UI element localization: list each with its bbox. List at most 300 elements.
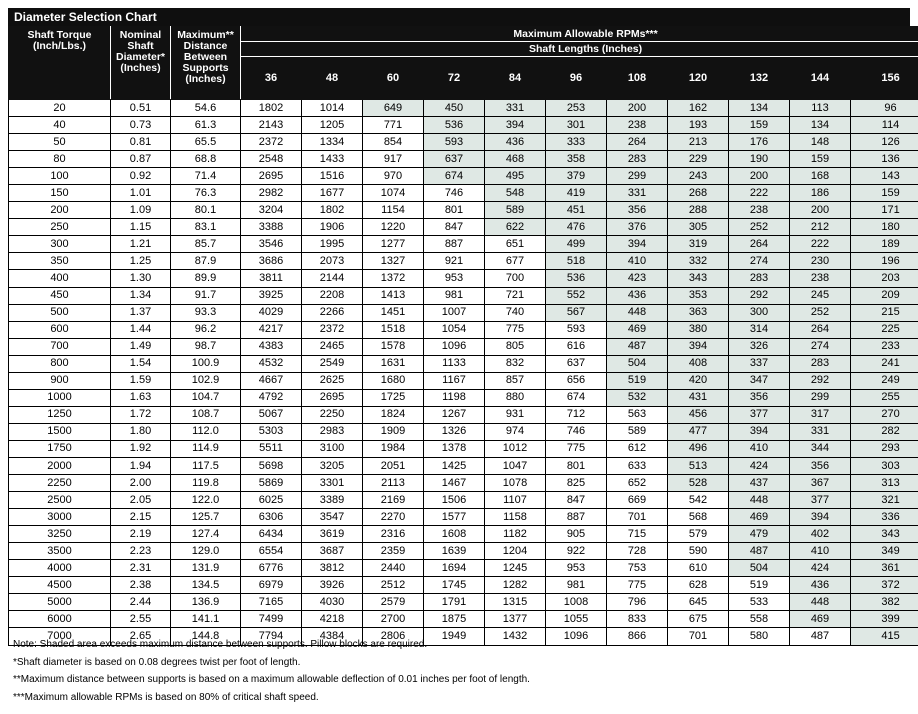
diameter-cell: 1.63 (111, 389, 171, 406)
diameter-cell: 2.55 (111, 611, 171, 628)
rpm-cell: 974 (485, 423, 546, 440)
diameter-cell: 1.94 (111, 457, 171, 474)
rpm-cell: 753 (607, 560, 668, 577)
rpm-cell: 775 (607, 577, 668, 594)
rpm-cell: 189 (851, 236, 918, 253)
rpm-cell: 1096 (546, 628, 607, 645)
diameter-cell: 0.81 (111, 134, 171, 151)
torque-cell: 400 (9, 270, 111, 287)
table-row (9, 168, 918, 185)
rpm-cell: 3686 (241, 253, 302, 270)
rpm-cell: 215 (851, 304, 918, 321)
rpm-cell: 1007 (424, 304, 485, 321)
rpm-cell: 616 (546, 338, 607, 355)
rpm-cell: 1984 (363, 440, 424, 457)
table-row (9, 270, 918, 287)
rpm-cell: 200 (790, 202, 851, 219)
diameter-cell: 2.31 (111, 560, 171, 577)
rpm-cell: 448 (790, 594, 851, 611)
torque-cell: 200 (9, 202, 111, 219)
shading-note: Note: Shaded area exceeds maximum distance between supports. Pillow blocks are required. (13, 639, 428, 650)
distance-cell: 83.1 (171, 219, 241, 236)
torque-cell: 3500 (9, 543, 111, 560)
rpm-cell: 436 (790, 577, 851, 594)
rpm-cell: 1133 (424, 355, 485, 372)
distance-cell: 85.7 (171, 236, 241, 253)
diameter-cell: 1.72 (111, 406, 171, 423)
rpm-cell: 1014 (302, 100, 363, 117)
rpm-cell: 746 (546, 423, 607, 440)
rpm-cell: 1182 (485, 526, 546, 543)
rpm-cell: 1518 (363, 321, 424, 338)
distance-footnote: **Maximum distance between supports is based on a maximum allowable deflection of 0.01 inches per foot of length. (13, 674, 530, 685)
rpm-cell: 1949 (424, 628, 485, 645)
rpm-cell: 477 (668, 423, 729, 440)
distance-cell: 61.3 (171, 117, 241, 134)
rpm-cell: 300 (729, 304, 790, 321)
rpm-cell: 656 (546, 372, 607, 389)
rpm-cell: 548 (485, 185, 546, 202)
rpm-cell: 866 (607, 628, 668, 645)
diameter-footnote: *Shaft diameter is based on 0.08 degrees twist per foot of length. (13, 656, 301, 668)
rpm-cell: 645 (668, 594, 729, 611)
rpm-cell: 399 (851, 611, 918, 628)
rpm-cell: 2440 (363, 560, 424, 577)
torque-cell: 5000 (9, 594, 111, 611)
rpm-cell: 469 (790, 611, 851, 628)
rpm-cell: 148 (790, 134, 851, 151)
rpm-cell: 1277 (363, 236, 424, 253)
rpm-cell: 301 (546, 117, 607, 134)
rpm-cell: 203 (851, 270, 918, 287)
table-row (9, 577, 918, 594)
distance-cell: 76.3 (171, 185, 241, 202)
rpm-cell: 274 (790, 338, 851, 355)
rpm-cell: 1377 (485, 611, 546, 628)
rpm-cell: 437 (729, 475, 790, 492)
rpm-cell: 4383 (241, 338, 302, 355)
torque-cell: 6000 (9, 611, 111, 628)
diameter-cell: 1.92 (111, 440, 171, 457)
rpm-cell: 200 (607, 100, 668, 117)
rpm-cell: 336 (851, 509, 918, 526)
rpm-cell: 4029 (241, 304, 302, 321)
rpm-cell: 380 (668, 321, 729, 338)
rpm-cell: 1107 (485, 492, 546, 509)
rpm-cell: 487 (790, 628, 851, 645)
table-row (9, 611, 918, 628)
rpm-cell: 1315 (485, 594, 546, 611)
rpm-cell: 114 (851, 117, 918, 134)
rpm-cell: 292 (729, 287, 790, 304)
rpm-cell: 193 (668, 117, 729, 134)
rpm-cell: 356 (729, 389, 790, 406)
rpm-cell: 343 (668, 270, 729, 287)
rpm-cell: 775 (485, 321, 546, 338)
rpm-cell: 213 (668, 134, 729, 151)
rpm-cell: 283 (790, 355, 851, 372)
distance-cell: 87.9 (171, 253, 241, 270)
rpm-cell: 590 (668, 543, 729, 560)
rpm-cell: 1909 (363, 423, 424, 440)
diameter-cell: 1.44 (111, 321, 171, 338)
rpm-cell: 854 (363, 134, 424, 151)
rpm-cell: 2266 (302, 304, 363, 321)
distance-cell: 117.5 (171, 457, 241, 474)
rpm-cell: 652 (607, 475, 668, 492)
rpm-cell: 162 (668, 100, 729, 117)
header-max-distance: Maximum** Distance Between Supports (Inches) (171, 27, 241, 100)
table-row (9, 526, 918, 543)
rpm-cell: 305 (668, 219, 729, 236)
distance-cell: 122.0 (171, 492, 241, 509)
rpm-cell: 1875 (424, 611, 485, 628)
rpm-cell: 2113 (363, 475, 424, 492)
rpm-cell: 558 (729, 611, 790, 628)
rpm-cell: 1725 (363, 389, 424, 406)
table-row (9, 185, 918, 202)
rpm-cell: 4030 (302, 594, 363, 611)
distance-cell: 104.7 (171, 389, 241, 406)
table-row (9, 100, 918, 117)
torque-cell: 2500 (9, 492, 111, 509)
rpm-cell: 410 (790, 543, 851, 560)
rpm-cell: 1167 (424, 372, 485, 389)
rpm-cell: 2549 (302, 355, 363, 372)
rpm-cell: 159 (790, 151, 851, 168)
rpm-cell: 159 (729, 117, 790, 134)
rpm-cell: 377 (790, 492, 851, 509)
rpm-cell: 1802 (241, 100, 302, 117)
table-row (9, 219, 918, 236)
rpm-cell: 847 (546, 492, 607, 509)
diameter-cell: 1.30 (111, 270, 171, 287)
rpm-cell: 264 (729, 236, 790, 253)
rpm-cell: 230 (790, 253, 851, 270)
rpm-cell: 394 (607, 236, 668, 253)
header-length: 96 (546, 57, 607, 100)
diameter-cell: 2.44 (111, 594, 171, 611)
rpm-cell: 3926 (302, 577, 363, 594)
table-row (9, 457, 918, 474)
table-row (9, 117, 918, 134)
torque-cell: 1750 (9, 440, 111, 457)
rpm-cell: 6306 (241, 509, 302, 526)
table-row (9, 287, 918, 304)
header-length: 48 (302, 57, 363, 100)
table-row (9, 423, 918, 440)
rpm-cell: 746 (424, 185, 485, 202)
rpm-cell: 451 (546, 202, 607, 219)
table-row (9, 475, 918, 492)
rpm-cell: 701 (668, 628, 729, 645)
rpm-cell: 580 (729, 628, 790, 645)
diameter-cell: 0.92 (111, 168, 171, 185)
rpm-cell: 487 (607, 338, 668, 355)
rpm-cell: 701 (607, 509, 668, 526)
table-row (9, 321, 918, 338)
distance-cell: 89.9 (171, 270, 241, 287)
rpm-cell: 2372 (302, 321, 363, 338)
torque-cell: 50 (9, 134, 111, 151)
rpm-cell: 1802 (302, 202, 363, 219)
rpm-cell: 186 (790, 185, 851, 202)
header-length: 60 (363, 57, 424, 100)
rpm-cell: 5698 (241, 457, 302, 474)
rpm-cell: 332 (668, 253, 729, 270)
rpm-cell: 6025 (241, 492, 302, 509)
rpm-cell: 532 (607, 389, 668, 406)
rpm-cell: 567 (546, 304, 607, 321)
rpm-cell: 721 (485, 287, 546, 304)
rpm-cell: 612 (607, 440, 668, 457)
torque-cell: 100 (9, 168, 111, 185)
rpm-cell: 134 (790, 117, 851, 134)
rpm-cell: 847 (424, 219, 485, 236)
rpm-cell: 4384 (302, 628, 363, 645)
rpm-cell: 1074 (363, 185, 424, 202)
rpm-cell: 1078 (485, 475, 546, 492)
header-length: 84 (485, 57, 546, 100)
header-nominal-diameter: Nominal Shaft Diameter* (Inches) (111, 27, 171, 100)
rpm-cell: 209 (851, 287, 918, 304)
rpm-cell: 468 (485, 151, 546, 168)
rpm-cell: 6554 (241, 543, 302, 560)
rpm-cell: 2983 (302, 423, 363, 440)
rpm-cell: 222 (790, 236, 851, 253)
rpm-cell: 225 (851, 321, 918, 338)
rpm-cell: 628 (668, 577, 729, 594)
rpm-cell: 542 (668, 492, 729, 509)
rpm-cell: 887 (546, 509, 607, 526)
rpm-cell: 313 (851, 475, 918, 492)
rpm-cell: 674 (424, 168, 485, 185)
rpm-cell: 637 (424, 151, 485, 168)
rpm-cell: 344 (790, 440, 851, 457)
torque-cell: 1000 (9, 389, 111, 406)
rpm-cell: 314 (729, 321, 790, 338)
rpm-cell: 536 (424, 117, 485, 134)
distance-cell: 136.9 (171, 594, 241, 611)
rpm-cell: 796 (607, 594, 668, 611)
rpm-cell: 292 (790, 372, 851, 389)
rpm-cell: 610 (668, 560, 729, 577)
table-row (9, 151, 918, 168)
table-row (9, 543, 918, 560)
header-length: 144 (790, 57, 851, 100)
rpm-cell: 487 (729, 543, 790, 560)
rpm-cell: 953 (546, 560, 607, 577)
rpm-cell: 456 (668, 406, 729, 423)
header-max-rpms: Maximum Allowable RPMs*** (241, 27, 918, 42)
rpm-cell: 3301 (302, 475, 363, 492)
rpm-cell: 331 (790, 423, 851, 440)
torque-cell: 600 (9, 321, 111, 338)
rpm-cell: 1578 (363, 338, 424, 355)
rpm-cell: 245 (790, 287, 851, 304)
rpm-cell: 321 (851, 492, 918, 509)
header-length: 132 (729, 57, 790, 100)
torque-cell: 150 (9, 185, 111, 202)
rpm-cell: 436 (607, 287, 668, 304)
rpm-cell: 134 (729, 100, 790, 117)
torque-cell: 40 (9, 117, 111, 134)
rpm-cell: 2806 (363, 628, 424, 645)
rpm-cell: 1096 (424, 338, 485, 355)
rpm-cell: 953 (424, 270, 485, 287)
rpm-cell: 3204 (241, 202, 302, 219)
header-length: 108 (607, 57, 668, 100)
distance-cell: 112.0 (171, 423, 241, 440)
rpm-cell: 264 (607, 134, 668, 151)
rpm-cell: 1327 (363, 253, 424, 270)
rpm-cell: 2359 (363, 543, 424, 560)
rpm-cell: 712 (546, 406, 607, 423)
rpm-cell: 1158 (485, 509, 546, 526)
diameter-cell: 1.54 (111, 355, 171, 372)
diameter-cell: 1.34 (111, 287, 171, 304)
rpm-cell: 552 (546, 287, 607, 304)
rpm-cell: 519 (607, 372, 668, 389)
distance-cell: 71.4 (171, 168, 241, 185)
rpm-cell: 4217 (241, 321, 302, 338)
rpm-cell: 196 (851, 253, 918, 270)
torque-cell: 1500 (9, 423, 111, 440)
diameter-cell: 0.73 (111, 117, 171, 134)
rpm-cell: 917 (363, 151, 424, 168)
distance-cell: 80.1 (171, 202, 241, 219)
rpm-cell: 905 (546, 526, 607, 543)
rpm-cell: 372 (851, 577, 918, 594)
torque-cell: 450 (9, 287, 111, 304)
rpm-cell: 356 (790, 457, 851, 474)
rpm-cell: 637 (546, 355, 607, 372)
rpm-cell: 358 (546, 151, 607, 168)
rpm-cell: 283 (607, 151, 668, 168)
rpm-cell: 1631 (363, 355, 424, 372)
rpm-cell: 241 (851, 355, 918, 372)
rpm-cell: 568 (668, 509, 729, 526)
rpm-cell: 347 (729, 372, 790, 389)
rpm-cell: 2548 (241, 151, 302, 168)
rpm-cell: 518 (546, 253, 607, 270)
rpm-cell: 419 (546, 185, 607, 202)
rpm-cell: 353 (668, 287, 729, 304)
table-header (9, 27, 918, 100)
diameter-cell: 2.65 (111, 628, 171, 645)
rpm-cell: 238 (607, 117, 668, 134)
rpm-cell: 2051 (363, 457, 424, 474)
torque-cell: 3000 (9, 509, 111, 526)
rpm-cell: 361 (851, 560, 918, 577)
table-row (9, 594, 918, 611)
rpm-cell: 1413 (363, 287, 424, 304)
distance-cell: 141.1 (171, 611, 241, 628)
rpm-cell: 136 (851, 151, 918, 168)
rpm-cell: 1745 (424, 577, 485, 594)
rpm-cell: 5869 (241, 475, 302, 492)
torque-cell: 900 (9, 372, 111, 389)
header-length: 36 (241, 57, 302, 100)
rpm-cell: 367 (790, 475, 851, 492)
rpm-cell: 533 (729, 594, 790, 611)
rpm-cell: 832 (485, 355, 546, 372)
rpm-cell: 2465 (302, 338, 363, 355)
table-row (9, 134, 918, 151)
rpm-cell: 833 (607, 611, 668, 628)
rpm-cell: 394 (729, 423, 790, 440)
rpm-cell: 3546 (241, 236, 302, 253)
rpm-cell: 5303 (241, 423, 302, 440)
rpm-footnote: ***Maximum allowable RPMs is based on 80% of critical shaft speed. (13, 691, 319, 703)
rpm-cell: 1694 (424, 560, 485, 577)
rpm-cell: 282 (851, 423, 918, 440)
rpm-cell: 805 (485, 338, 546, 355)
rpm-cell: 424 (790, 560, 851, 577)
diameter-cell: 1.21 (111, 236, 171, 253)
rpm-cell: 2169 (363, 492, 424, 509)
table-row (9, 253, 918, 270)
rpm-cell: 5067 (241, 406, 302, 423)
rpm-cell: 887 (424, 236, 485, 253)
torque-cell: 3250 (9, 526, 111, 543)
rpm-cell: 7794 (241, 628, 302, 645)
rpm-cell: 420 (668, 372, 729, 389)
rpm-cell: 504 (729, 560, 790, 577)
torque-cell: 4500 (9, 577, 111, 594)
rpm-cell: 3205 (302, 457, 363, 474)
rpm-cell: 1154 (363, 202, 424, 219)
distance-cell: 100.9 (171, 355, 241, 372)
rpm-cell: 2250 (302, 406, 363, 423)
torque-cell: 2000 (9, 457, 111, 474)
table-row (9, 338, 918, 355)
distance-cell: 96.2 (171, 321, 241, 338)
rpm-cell: 299 (607, 168, 668, 185)
rpm-cell: 1282 (485, 577, 546, 594)
rpm-cell: 513 (668, 457, 729, 474)
rpm-cell: 589 (607, 423, 668, 440)
table-row (9, 372, 918, 389)
rpm-cell: 331 (485, 100, 546, 117)
rpm-cell: 264 (790, 321, 851, 338)
rpm-cell: 249 (851, 372, 918, 389)
rpm-cell: 2073 (302, 253, 363, 270)
rpm-cell: 674 (546, 389, 607, 406)
distance-cell: 68.8 (171, 151, 241, 168)
rpm-cell: 180 (851, 219, 918, 236)
rpm-cell: 1204 (485, 543, 546, 560)
rpm-cell: 2512 (363, 577, 424, 594)
distance-cell: 129.0 (171, 543, 241, 560)
diameter-cell: 2.38 (111, 577, 171, 594)
footnotes (13, 636, 530, 706)
table-row (9, 406, 918, 423)
rpm-cell: 2625 (302, 372, 363, 389)
rpm-cell: 775 (546, 440, 607, 457)
distance-cell: 98.7 (171, 338, 241, 355)
rpm-cell: 1326 (424, 423, 485, 440)
rpm-cell: 1577 (424, 509, 485, 526)
rpm-cell: 253 (546, 100, 607, 117)
diameter-cell: 2.15 (111, 509, 171, 526)
diameter-cell: 2.19 (111, 526, 171, 543)
rpm-cell: 4532 (241, 355, 302, 372)
rpm-cell: 1680 (363, 372, 424, 389)
rpm-cell: 3811 (241, 270, 302, 287)
rpm-cell: 319 (668, 236, 729, 253)
rpm-cell: 2695 (241, 168, 302, 185)
